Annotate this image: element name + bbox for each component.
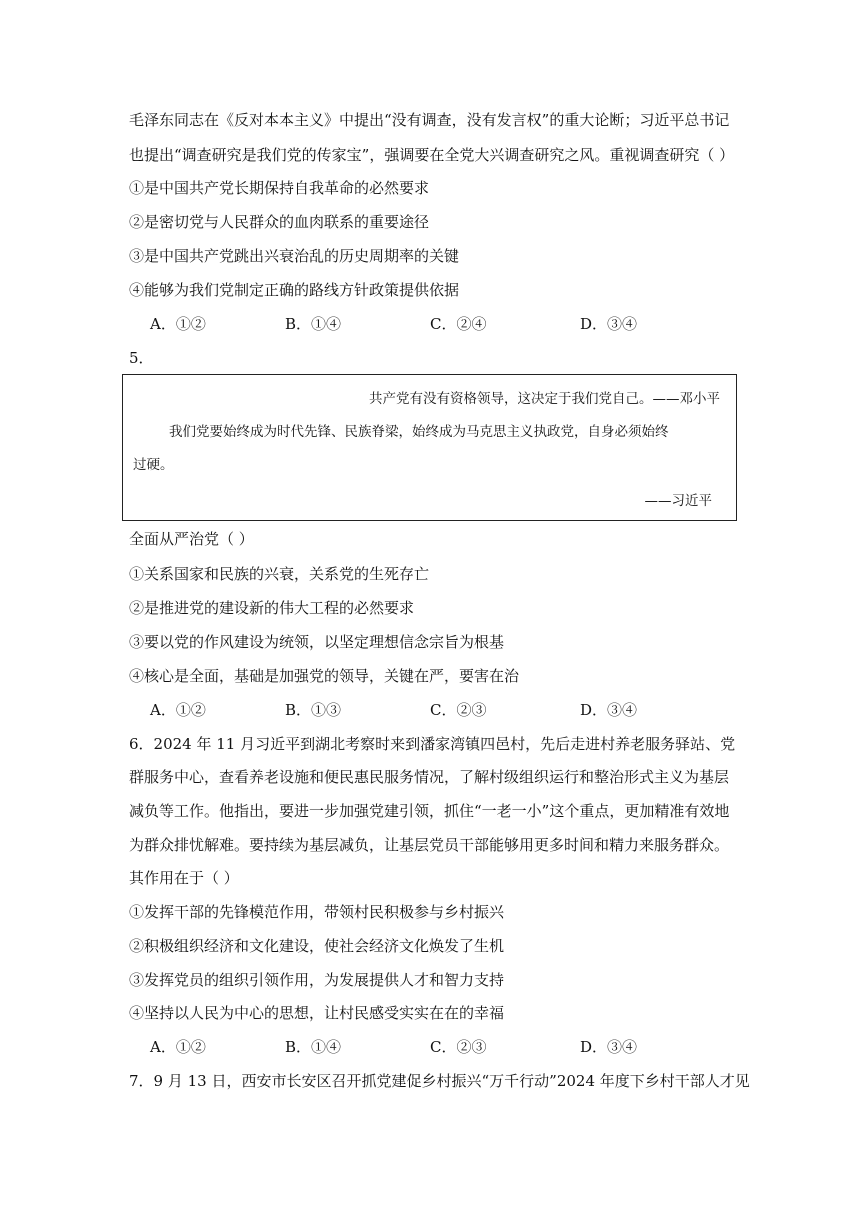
q4-option-c: C．②④	[430, 315, 487, 333]
q5-item-3: ③要以党的作风建设为统领，以坚定理想信念宗旨为根基	[129, 633, 505, 651]
q6-options	[150, 1037, 750, 1057]
q5-item-2: ②是推进党的建设新的伟大工程的必然要求	[129, 599, 415, 617]
q5-option-c: C．②③	[430, 701, 487, 719]
q4-item-3: ③是中国共产党跳出兴衰治乱的历史周期率的关键	[129, 247, 460, 265]
q6-stem-line-2: 群服务中心，查看养老设施和便民惠民服务情况，了解村级组织运行和整治形式主义为基层	[129, 768, 730, 786]
q5-option-a: A．①②	[150, 701, 206, 719]
q6-stem-line-3: 减负等工作。他指出，要进一步加强党建引领，抓住“一老一小”这个重点，更加精准有效地	[129, 802, 730, 820]
q5-options	[150, 700, 750, 720]
q4-item-1: ①是中国共产党长期保持自我革命的必然要求	[129, 179, 430, 197]
q6-item-1: ①发挥干部的先锋模范作用，带领村民积极参与乡村振兴	[129, 903, 505, 921]
quote-deng-xiaoping: 共产党有没有资格领导，这决定于我们党自己。——邓小平	[369, 391, 720, 407]
q5-option-d: D．③④	[580, 701, 638, 719]
quote-attribution: ——习近平	[644, 493, 712, 509]
q4-options	[150, 314, 750, 334]
q6-item-2: ②积极组织经济和文化建设，使社会经济文化焕发了生机	[129, 937, 505, 955]
q6-item-4: ④坚持以人民为中心的思想，让村民感受实实在在的幸福	[129, 1004, 505, 1022]
q7-stem-line-1: 7．9 月 13 日，西安市长安区召开抓党建促乡村振兴“万千行动”2024 年度下乡村干部人才见	[129, 1072, 750, 1090]
quote-box	[122, 374, 737, 521]
q4-option-d: D．③④	[580, 315, 638, 333]
q6-option-d: D．③④	[580, 1038, 638, 1056]
q5-stem: 全面从严治党（ ）	[129, 530, 254, 548]
q6-option-a: A．①②	[150, 1038, 206, 1056]
q6-item-3: ③发挥党员的组织引领作用，为发展提供人才和智力支持	[129, 971, 505, 989]
q6-option-b: B．①④	[285, 1038, 342, 1056]
q6-stem-line-5: 其作用在于（ ）	[129, 869, 239, 887]
q6-stem-line-1: 6．2024 年 11 月习近平到湖北考察时来到潘家湾镇四邑村，先后走进村养老服务驿站、党	[129, 735, 736, 753]
q4-option-b: B．①④	[285, 315, 342, 333]
q4-stem-line-2: 也提出“调查研究是我们党的传家宝”，强调要在全党大兴调查研究之风。重视调查研究（ ）	[129, 146, 735, 164]
q5-item-4: ④核心是全面，基础是加强党的领导，关键在严，要害在治	[129, 667, 520, 685]
q4-item-4: ④能够为我们党制定正确的路线方针政策提供依据	[129, 281, 460, 299]
quote-xi-line-1: 我们党要始终成为时代先锋、民族脊梁，始终成为马克思主义执政党，自身必须始终	[169, 424, 669, 440]
q4-option-a: A．①②	[150, 315, 206, 333]
q4-item-2: ②是密切党与人民群众的血肉联系的重要途径	[129, 213, 430, 231]
q6-stem-line-4: 为群众排忧解难。要持续为基层减负，让基层党员干部能够用更多时间和精力来服务群众。	[129, 836, 730, 854]
q4-stem-line-1: 毛泽东同志在《反对本本主义》中提出“没有调查，没有发言权”的重大论断；习近平总书记	[129, 111, 730, 129]
quote-xi-line-2: 过硬。	[133, 457, 174, 473]
q5-number: 5．	[129, 349, 154, 367]
q5-option-b: B．①③	[285, 701, 342, 719]
q5-item-1: ①关系国家和民族的兴衰，关系党的生死存亡	[129, 565, 430, 583]
q6-option-c: C．②③	[430, 1038, 487, 1056]
